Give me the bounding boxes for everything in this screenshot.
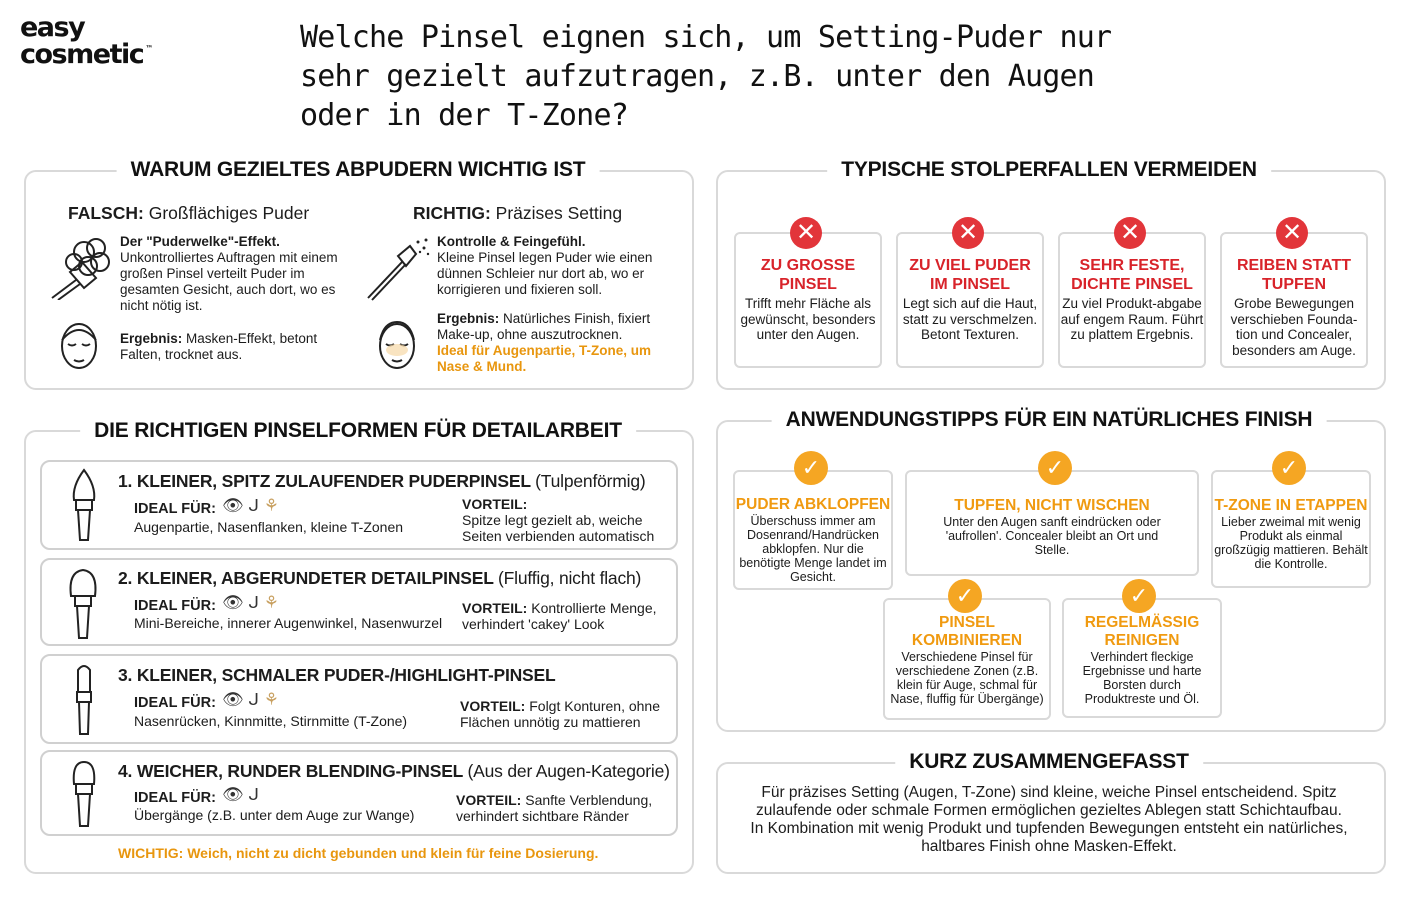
check-icon: ✓ [948,579,982,613]
brush-name [118,665,555,686]
tips-panel-title: ANWENDUNGSTIPPS FÜR EIN NATÜRLICHES FINISH [772,408,1327,432]
wrong-effect-head: Der "Puderwelke"-Effekt. [120,234,280,249]
pitfall-card [1058,232,1206,368]
pitfall-text: Grobe Bewegungen verschieben Founda-tion und Concealer, besonders am Auge. [1230,296,1358,358]
right-effect-head: Kontrolle & Feingefühl. [437,234,586,249]
pitfall-title: SEHR FESTE, [1079,257,1185,274]
zone-icons [222,690,279,710]
vorteil-label: VORTEIL: [456,792,522,808]
right-result-text: Natürliches Finish, fixiert Make-up, ohne auszutrocknen. [437,311,651,342]
vorteil-label: VORTEIL: [462,600,528,616]
logo-line1: easy [20,12,85,43]
ideal-text: Übergänge (z.B. unter dem Auge zur Wange) [134,807,415,823]
vorteil [460,698,672,730]
ideal-label: IDEAL FÜR: [134,790,216,806]
tip-title: TUPFEN, NICHT WISCHEN [954,497,1150,514]
vorteil-text: Spitze legt gezielt ab, weiche Seiten verbienden automatisch [462,512,655,544]
pitfall-title: IM PINSEL [929,276,1010,293]
eye-icon: 👁 [222,496,244,515]
tip-card [733,470,893,590]
eye-icon: 👁 [222,690,244,709]
x-mark-icon: ✕ [1114,217,1146,249]
question-title: Welche Pinsel eignen sich, um Setting-Puder nur sehr gezielt aufzutragen, z.B. unter den Augen oder in der T-Zone? [300,20,1112,133]
brush-card [40,750,678,836]
vorteil [462,496,672,544]
right-heading [413,203,622,224]
right-effect [437,234,675,298]
tip-text: Lieber zweimal mit wenig Produkt als einmal großzügig mattieren. Behält die Kontrolle. [1214,515,1368,571]
wrong-effect [120,234,346,314]
right-highlight: Ideal für Augenpartie, T-Zone, um Nase & Mund. [437,343,652,374]
zone-icons [222,496,279,516]
wrong-effect-text: Unkontrolliertes Auftragen mit einem großen Pinsel verteilt Puder im gesamten Gesicht, auch dort, wo es nicht nötig ist. [120,250,338,313]
pitfall-card [896,232,1044,368]
vorteil-text: Sanfte Verblendung, verhindert sichtbare Ränder [456,792,653,824]
summary-text: Für präzises Setting (Augen, T-Zone) sind kleine, weiche Pinsel entscheidend. Spitz zulaufende oder schmale Formen ermöglichen gezieltes Ablegen statt Schichtaufbau. In Kombination mit wenig Produkt und tupfenden Bewegungen entsteht ein natürliches, haltbares Finish ohne Masken-Effekt. [750,784,1348,855]
brush-card [40,654,678,744]
brush-name [118,761,670,782]
small-brush-icon [362,236,432,304]
check-icon: ✓ [1038,451,1072,485]
ideal-text: Nasenrücken, Kinnmitte, Stirnmitte (T-Zone) [134,713,408,729]
pitfalls-panel-title: TYPISCHE STOLPERFALLEN VERMEIDEN [827,158,1271,182]
brush-sub: (Fluffig, nicht flach) [498,568,642,588]
brush-sub: (Tulpenförmig) [535,471,646,491]
nose-icon: ᒍ [248,496,260,515]
brush-name-text: 3. KLEINER, SCHMALER PUDER-/HIGHLIGHT-PINSEL [118,665,556,685]
tip-text: Unter den Augen sanft eindrücken oder 'aufrollen'. Concealer bleibt an Ort und Stelle. [943,515,1161,557]
large-brush-icon [48,232,114,300]
brush-name-text: 4. WEICHER, RUNDER BLENDING-PINSEL [118,761,463,781]
pitfall-card [1220,232,1368,368]
pitfall-title: ZU VIEL PUDER [909,257,1031,274]
wrong-result-text: Masken-Effekt, betont Falten, trocknet aus. [120,331,318,362]
brush-name-text: 2. KLEINER, ABGERUNDETER DETAILPINSEL [118,568,494,588]
eye-icon: 👁 [222,785,244,804]
pitfall-text: Trifft mehr Fläche als gewünscht, besonders unter den Augen. [740,296,876,342]
tip-card [1211,470,1371,588]
pitfall-text: Zu viel Produkt-abgabe auf engem Raum. Führt zu plattem Ergebnis. [1060,296,1204,342]
right-result-label: Ergebnis: [437,311,500,326]
ideal-label: IDEAL FÜR: [134,501,216,517]
tip-text: Verschiedene Pinsel für verschiedene Zonen (z.B. klein für Auge, schmal für Nase, fluffig für Übergänge) [890,650,1044,706]
pitfall-title: ZU GROSSE [760,257,856,274]
right-label: RICHTIG: [413,203,491,223]
nose-icon: ᒍ [248,593,260,612]
eye-icon: 👁 [222,593,244,612]
tapered-brush-icon [68,468,100,542]
vorteil-label: VORTEIL: [462,496,528,512]
tip-text: Verhindert fleckige Ergebnisse und harte Borsten durch Produktreste und Öl. [1082,650,1202,706]
summary-panel-title: KURZ ZUSAMMENGEFASST [895,750,1203,774]
vorteil [456,792,672,824]
brush-name-text: 1. KLEINER, SPITZ ZULAUFENDER PUDERPINSEL [118,471,531,491]
wrong-title: Großflächiges Puder [148,203,310,223]
tip-card [1062,598,1222,718]
check-icon: ✓ [794,451,828,485]
tip-text: Überschuss immer am Dosenrand/Handrücken abklopfen. Nur die benötigte Menge landet im Gesicht. [739,514,887,584]
ideal-label: IDEAL FÜR: [134,598,216,614]
x-mark-icon: ✕ [790,217,822,249]
brand-logo [20,12,154,70]
tip-title: PINSEL KOMBINIEREN [911,614,1023,649]
brush-sub: (Aus der Augen-Kategorie) [467,761,670,781]
tip-title: T-ZONE IN ETAPPEN [1214,497,1368,514]
pitfall-title: DICHTE PINSEL [1071,276,1193,293]
ideal-label: IDEAL FÜR: [134,695,216,711]
pitfall-text: Legt sich auf die Haut, statt zu verschmelzen. Betont Texturen. [902,296,1038,342]
nose-icon: ᒍ [248,785,260,804]
brushes-panel-title: DIE RICHTIGEN PINSELFORMEN FÜR DETAILARBEIT [80,419,636,443]
wrong-label: FALSCH: [68,203,144,223]
pitfall-title: TUPFEN [1262,276,1326,293]
brush-card [40,558,678,646]
why-panel-title: WARUM GEZIELTES ABPUDERN WICHTIG IST [117,158,600,182]
wrong-result-label: Ergebnis: [120,331,183,346]
pitfall-title: REIBEN STATT [1236,257,1352,274]
vorteil-text: Kontrollierte Menge, verhindert 'cakey' Look [462,600,657,632]
right-effect-text: Kleine Pinsel legen Puder wie einen dünnen Schleier nur dort ab, wo er korrigieren und fixieren soll. [437,250,653,297]
vorteil-label: VORTEIL: [460,698,526,714]
tip-card [883,598,1051,720]
wrong-heading [68,203,309,224]
ideal-text: Augenpartie, Nasenflanken, kleine T-Zonen [134,519,404,535]
mask-face-icon [56,316,102,372]
brush-card [40,460,678,550]
x-mark-icon: ✕ [1276,217,1308,249]
narrow-brush-icon [72,662,96,736]
face-zone-icon: ⚘ [263,593,279,612]
check-icon: ✓ [1122,579,1156,613]
vorteil [462,600,672,632]
tip-title: REGELMÄSSIG REINIGEN [1084,614,1200,649]
logo-trademark: ™ [145,44,154,53]
wrong-result [120,331,346,363]
face-zone-icon: ⚘ [263,690,279,709]
tip-title: PUDER ABKLOPFEN [735,496,891,513]
logo-line2: cosmetic [20,39,144,70]
tip-card [905,470,1199,576]
right-result [437,311,669,375]
x-mark-icon: ✕ [952,217,984,249]
pitfall-card [734,232,882,368]
pitfall-title: PINSEL [779,276,837,293]
brush-name [118,471,646,492]
vorteil-text: Folgt Konturen, ohne Flächen unnötig zu mattieren [460,698,660,730]
right-title: Präzises Setting [495,203,623,223]
rounded-brush-icon [66,566,100,640]
brush-name [118,568,641,589]
face-zone-icon: ⚘ [263,496,279,515]
blending-brush-icon [70,758,98,828]
nose-icon: ᒍ [248,690,260,709]
zone-icons [222,593,279,613]
zone-icons [222,785,259,805]
brushes-note: WICHTIG: Weich, nicht zu dicht gebunden und klein für feine Dosierung. [118,845,599,861]
ideal-text: Mini-Bereiche, innerer Augenwinkel, Nasenwurzel [134,615,443,631]
natural-face-icon [374,314,420,372]
check-icon: ✓ [1272,451,1306,485]
